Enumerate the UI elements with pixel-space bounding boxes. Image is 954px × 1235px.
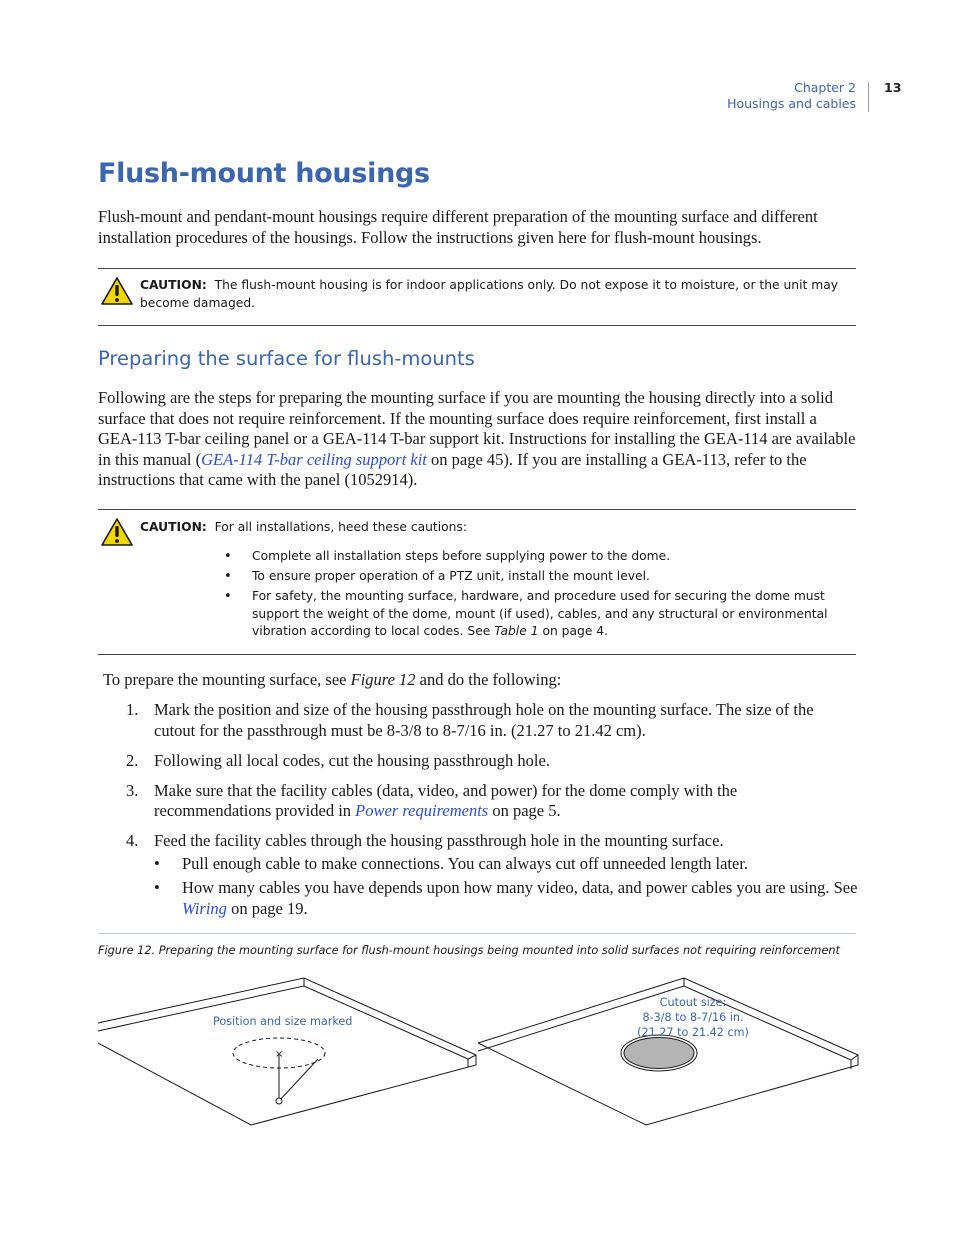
caution-bullet: • To ensure proper operation of a PTZ unit, install the mount level. xyxy=(224,568,846,586)
page-title: Flush-mount housings xyxy=(98,158,430,189)
table-1-ref: Table 1 xyxy=(494,624,539,638)
steps-intro-text-2: and do the following: xyxy=(415,670,562,689)
caution-bullet-text: on page 4. xyxy=(538,624,609,638)
steps-list xyxy=(98,700,858,929)
cutout-label-line-1: Cutout size: xyxy=(659,996,727,1009)
step-number: 1. xyxy=(126,700,139,719)
section-title: Preparing the surface for flush-mounts xyxy=(98,347,475,370)
figure-caption: Figure 12. Preparing the mounting surface for flush-mount housings being mounted into solid surfaces not requiring reinforcement xyxy=(98,944,840,957)
left-surface-panel xyxy=(98,978,476,1125)
step-text: Feed the facility cables through the housing passthrough hole in the mounting surface. xyxy=(154,831,724,850)
cutout-hole xyxy=(621,1035,697,1071)
page-number: 13 xyxy=(884,80,902,95)
caution-message: The flush-mount housing is for indoor applications only. Do not expose it to moisture, or the unit may become damaged. xyxy=(140,278,839,310)
gea-114-link[interactable]: GEA-114 T-bar ceiling support kit xyxy=(201,449,427,469)
running-header xyxy=(727,80,856,112)
steps-intro xyxy=(103,670,863,691)
marked-circle xyxy=(233,1038,325,1104)
step-item xyxy=(98,781,858,822)
step-item xyxy=(98,831,858,919)
caution-bullet-list xyxy=(224,548,846,643)
section-paragraph xyxy=(98,388,858,491)
caution-bullet xyxy=(224,588,846,641)
chapter-title: Housings and cables xyxy=(727,96,856,111)
caution-message: For all installations, heed these cautions: xyxy=(214,520,468,534)
caution-text xyxy=(140,518,856,536)
step-item xyxy=(98,751,858,772)
svg-text:×: × xyxy=(275,1049,284,1060)
step-number: 3. xyxy=(126,780,139,800)
caution-box-indoor xyxy=(98,268,856,326)
warning-icon xyxy=(100,276,134,306)
figure-divider xyxy=(98,933,856,934)
step-sub-item xyxy=(154,878,858,919)
power-requirements-link[interactable]: Power requirements xyxy=(355,801,489,820)
caution-label: CAUTION: xyxy=(140,278,207,292)
position-label: Position and size marked xyxy=(213,1015,353,1028)
figure-12-ref: Figure 12 xyxy=(350,670,416,689)
step-sub-text: How many cables you have depends upon how many video, data, and power cables you are using. See xyxy=(182,878,858,897)
section-paragraph-text-1: Following are the steps for preparing the mounting surface if you are mounting the housing directly into a solid surface that does not require reinforcement. If the mounting surface does require reinforcement, first install a GEA-113 T-bar ceiling panel or a GEA-114 T-bar support kit. Instructions for installing the GEA-114 are available in this manual ( xyxy=(98,388,856,469)
caution-text xyxy=(140,276,856,312)
step-number: 4. xyxy=(126,831,139,850)
step-item xyxy=(98,700,858,741)
intro-paragraph: Flush-mount and pendant-mount housings require different preparation of the mounting surface and different installation procedures of the housings. Follow the instructions given here for flush-mount housings. xyxy=(98,207,818,247)
steps-intro-text-1: To prepare the mounting surface, see xyxy=(103,670,351,689)
chapter-number: Chapter 2 xyxy=(794,80,856,95)
header-divider xyxy=(868,82,869,112)
step-text: on page 5. xyxy=(488,801,561,820)
step-text: Following all local codes, cut the housing passthrough hole. xyxy=(154,750,550,770)
section-paragraph-text-2: on page 45). If you are installing a GEA-113, refer to the instructions that came with the panel (1052914). xyxy=(98,449,807,489)
step-sub-list xyxy=(154,854,858,920)
step-text: Make sure that the facility cables (data, video, and power) for the dome comply with the recommendations provided in xyxy=(154,780,738,820)
figure-12-illustration xyxy=(96,975,860,1135)
step-number: 2. xyxy=(126,750,139,770)
cutout-label-line-2: 8-3/8 to 8-7/16 in. xyxy=(642,1011,744,1024)
step-sub-item: • Pull enough cable to make connections. You can always cut off unneeded length later. xyxy=(154,854,858,875)
wiring-link[interactable]: Wiring xyxy=(182,898,227,918)
caution-box-installation xyxy=(98,509,856,655)
step-sub-text: on page 19. xyxy=(226,898,308,918)
caution-label: CAUTION: xyxy=(140,520,207,534)
step-text: Mark the position and size of the housing passthrough hole on the mounting surface. The size of the cutout for the passthrough must be 8-3/8 to 8-7/16 in. (21.27 to 21.42 cm). xyxy=(154,700,814,740)
caution-bullet: • Complete all installation steps before supplying power to the dome. xyxy=(224,548,846,566)
warning-icon xyxy=(100,517,134,547)
cutout-label-line-3: (21.27 to 21.42 cm) xyxy=(637,1026,749,1039)
caution-bullet-text: For safety, the mounting surface, hardware, and procedure used for securing the dome must support the weight of the dome, mount (if used), cables, and any structural or environmental vibration according to local codes. See xyxy=(252,589,828,638)
